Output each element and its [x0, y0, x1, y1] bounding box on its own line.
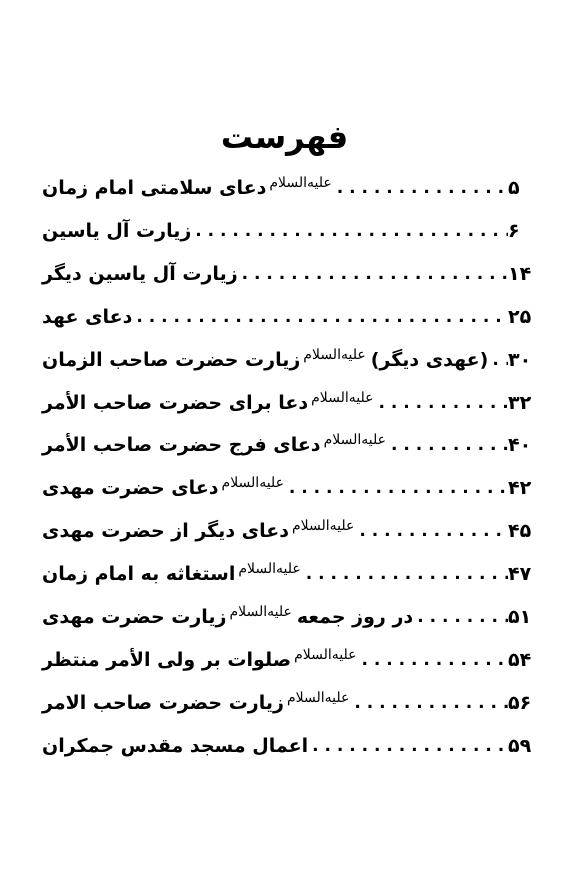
toc-entry[interactable]	[38, 386, 536, 420]
toc-entry[interactable]	[38, 471, 536, 505]
toc-entry[interactable]	[38, 643, 536, 677]
toc-entry[interactable]	[38, 343, 536, 377]
toc-entry[interactable]	[38, 300, 536, 334]
toc-entry-title: زیارت حضرت صاحب الامر	[42, 691, 284, 714]
toc-entry[interactable]	[38, 686, 536, 720]
honorific-ligature: علیه‌السلام	[291, 518, 355, 535]
toc-page-number: ۳۲	[508, 391, 532, 414]
dot-leader	[488, 350, 508, 370]
toc-entry[interactable]	[38, 428, 536, 462]
honorific-ligature: علیه‌السلام	[238, 561, 301, 578]
toc-entry-title: دعا برای حضرت صاحب الأمر	[42, 391, 309, 414]
dot-leader	[374, 393, 508, 413]
toc-entry-title: زیارت آل یاسین دیگر	[42, 262, 238, 285]
toc-page-number: ۴۵	[508, 520, 532, 543]
honorific-ligature: علیه‌السلام	[269, 175, 332, 191]
toc-entry[interactable]	[38, 257, 536, 291]
toc-entry-title: استغاثه به امام زمان	[42, 563, 236, 586]
toc-entry-title: صلوات بر ولی الأمر منتظر	[42, 648, 292, 671]
dot-leader	[191, 221, 508, 241]
toc-entry-title: دعای دیگر از حضرت مهدی	[42, 520, 289, 543]
dot-leader	[355, 521, 508, 541]
toc-page-number: ۵۱	[508, 606, 532, 628]
honorific-ligature: علیه‌السلام	[323, 432, 386, 449]
toc-entry[interactable]	[38, 514, 536, 548]
toc-page-number: ۵۶	[508, 691, 532, 714]
dot-leader	[285, 478, 508, 498]
toc-page-number: ۴۰	[508, 434, 532, 457]
toc-page-number: ۶	[508, 219, 520, 242]
toc-entry[interactable]	[38, 600, 536, 634]
toc-page-number: ۴۲	[508, 477, 532, 500]
toc-entry-title: دعای فرج حضرت صاحب الأمر	[42, 434, 321, 457]
dot-leader	[357, 650, 508, 670]
page-title: فهرست	[220, 118, 349, 156]
toc-page-number: ۵۴	[508, 648, 532, 671]
toc-entry-title: دعای سلامتی امام زمان	[42, 177, 267, 199]
toc-entry-suffix: (عهدی دیگر)	[370, 348, 489, 371]
honorific-ligature: علیه‌السلام	[294, 646, 357, 663]
toc-page-number: ۱۴	[508, 262, 532, 285]
toc-page-number: ۴۷	[508, 563, 532, 586]
honorific-ligature: علیه‌السلام	[286, 689, 350, 706]
honorific-ligature: علیه‌السلام	[311, 389, 374, 406]
toc-entry-title: زیارت حضرت مهدی	[42, 606, 227, 628]
toc-page-number: ۵۹	[508, 734, 532, 757]
toc-page-number: ۲۵	[508, 305, 532, 328]
toc-entry[interactable]	[38, 729, 536, 763]
toc-entry[interactable]	[38, 214, 536, 248]
dot-leader	[132, 307, 508, 327]
toc-entry[interactable]	[38, 171, 536, 205]
toc-entry[interactable]	[38, 557, 536, 591]
dot-leader	[387, 435, 508, 455]
toc-entry-suffix: در روز جمعه	[296, 606, 414, 628]
toc-entry-title: زیارت آل یاسین	[42, 219, 192, 242]
dot-leader	[413, 607, 508, 627]
dot-leader	[238, 264, 508, 284]
honorific-ligature: علیه‌السلام	[229, 604, 292, 620]
dot-leader	[333, 178, 508, 198]
toc-entry-title: دعای عهد	[42, 305, 133, 328]
dot-leader	[308, 736, 508, 756]
dot-leader	[350, 693, 508, 713]
dot-leader	[302, 564, 508, 584]
toc-page-number: ۵	[508, 177, 520, 199]
toc-entry-title: اعمال مسجد مقدس جمکران	[42, 734, 309, 757]
toc-entry-title: دعای حضرت مهدی	[42, 477, 219, 500]
honorific-ligature: علیه‌السلام	[303, 346, 366, 363]
honorific-ligature: علیه‌السلام	[221, 475, 284, 492]
toc-entry-title: زیارت حضرت صاحب الزمان	[42, 348, 301, 371]
toc-page-number: ۳۰	[508, 348, 532, 371]
